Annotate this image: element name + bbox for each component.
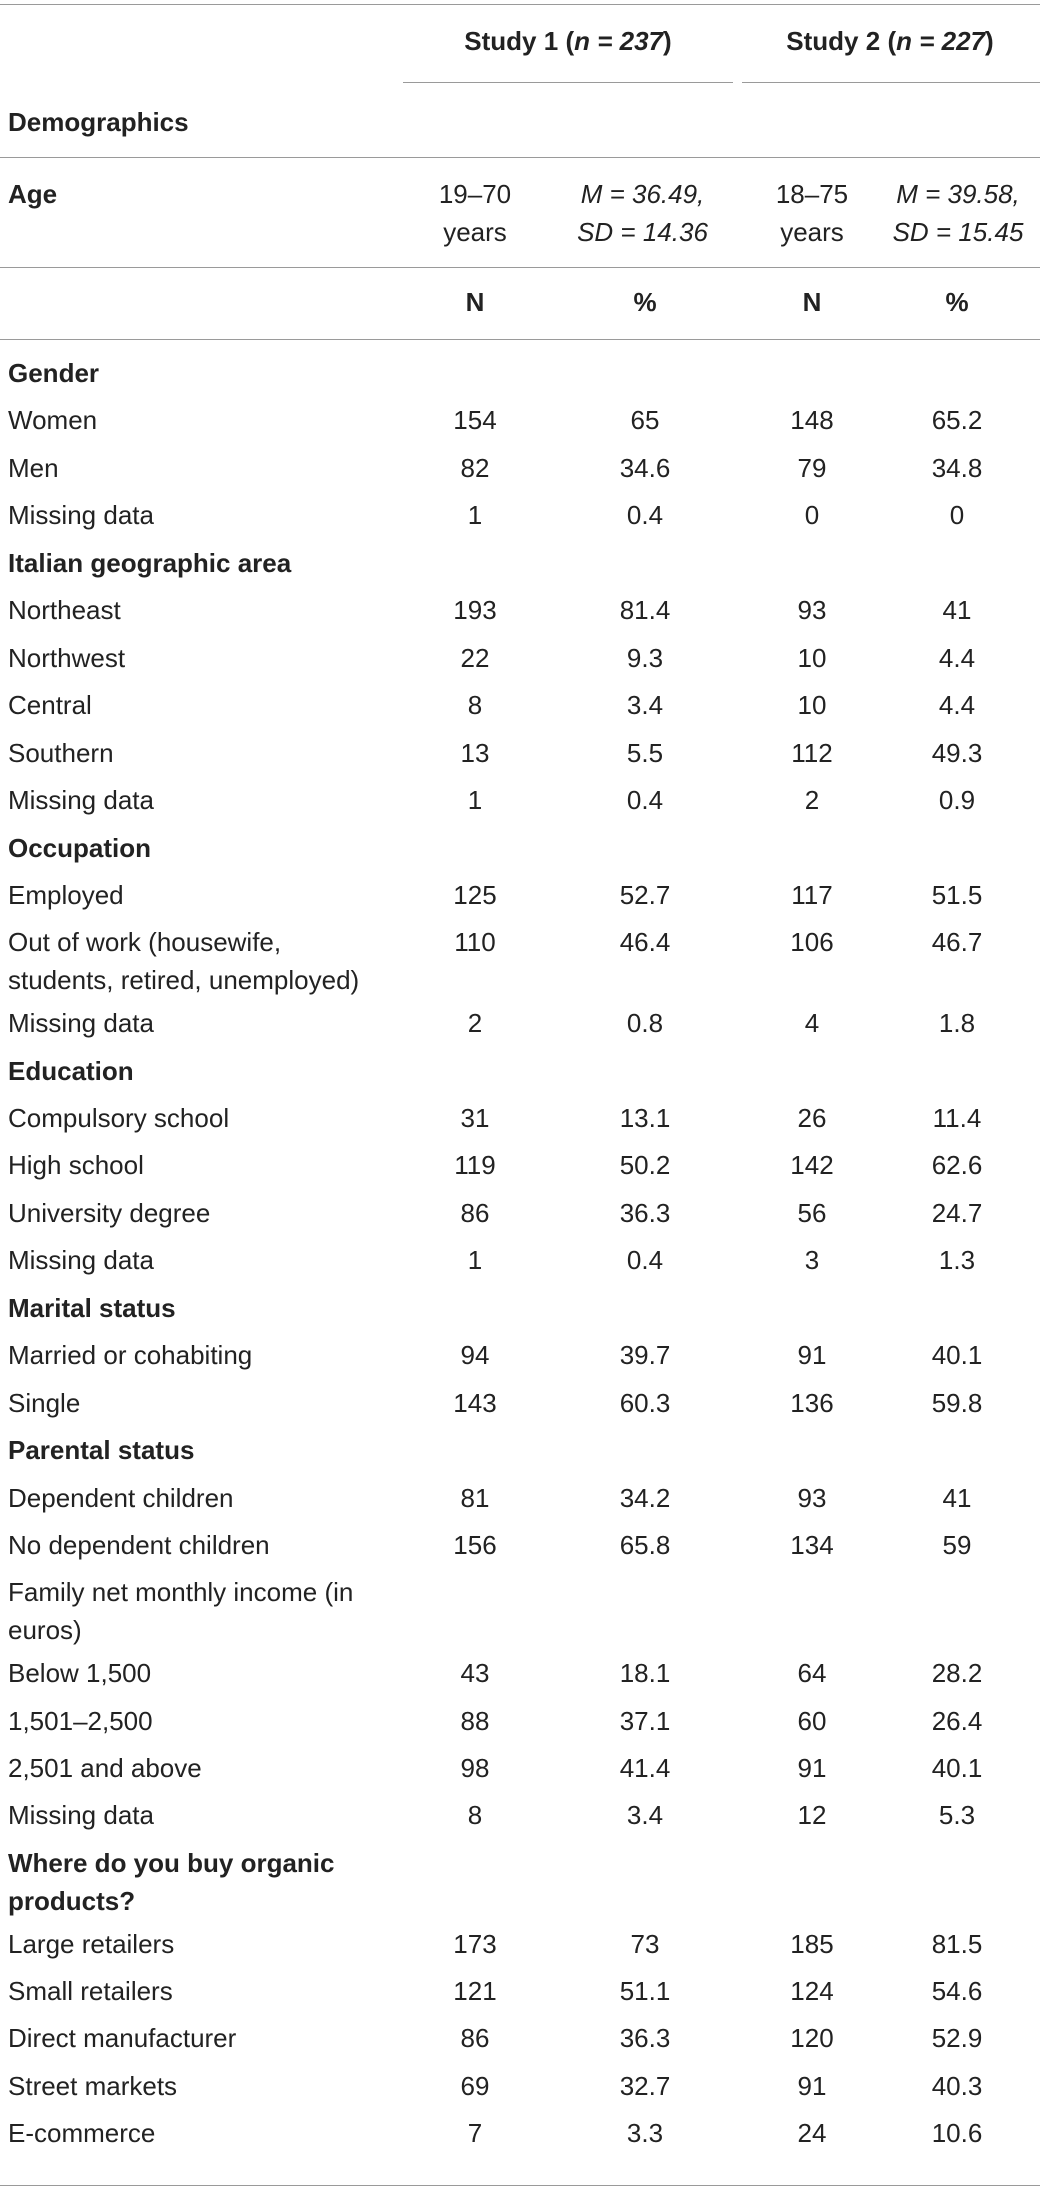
age-s2-mean: M = 39.58,: [896, 179, 1020, 209]
table-cell: 10.6: [931, 2118, 983, 2149]
table-cell: 41: [942, 1482, 972, 1513]
table-cell: 22: [460, 642, 490, 673]
table-cell: 37.1: [619, 1705, 671, 1736]
demographics-rule: [0, 157, 1040, 158]
table-cell: 56: [797, 1197, 827, 1228]
table-cell: 3.4: [626, 690, 664, 721]
table-cell: 154: [453, 405, 497, 436]
table-cell: 112: [791, 737, 833, 768]
table-cell: 120: [790, 2023, 834, 2054]
table-cell: 12: [797, 1800, 827, 1831]
table-cell: 10: [797, 642, 827, 673]
table-cell: 34.8: [931, 452, 983, 483]
age-s1-range: 19–70 years: [438, 179, 512, 247]
section-heading: Where do you buy organic products?: [8, 1847, 335, 1916]
table-cell: 119: [454, 1150, 496, 1181]
table-cell: 32.7: [619, 2070, 671, 2101]
table-cell: 46.7: [931, 927, 983, 958]
row-label: Northwest: [8, 642, 126, 673]
row-label: Dependent children: [8, 1482, 234, 1513]
table-cell: 0.4: [626, 785, 664, 816]
section-heading: Marital status: [8, 1292, 176, 1323]
table-cell: 11.4: [932, 1102, 982, 1133]
demographics-heading: Demographics: [8, 107, 189, 137]
table-cell: 62.6: [931, 1150, 983, 1181]
table-cell: 2: [467, 1008, 483, 1039]
table-cell: 52.7: [619, 879, 671, 910]
table-cell: 143: [453, 1387, 497, 1418]
table-cell: 18.1: [619, 1658, 671, 1689]
row-label: Central: [8, 690, 92, 721]
table-cell: 5.5: [626, 737, 664, 768]
table-cell: 4.4: [938, 642, 976, 673]
table-cell: 86: [460, 2023, 490, 2054]
table-cell: 34.2: [619, 1482, 671, 1513]
row-label: Street markets: [8, 2070, 178, 2101]
section-heading: Education: [8, 1055, 134, 1086]
table-cell: 1: [467, 500, 483, 531]
table-cell: 54.6: [931, 1976, 983, 2007]
table-cell: 3: [804, 1245, 820, 1276]
table-cell: 94: [460, 1340, 490, 1371]
row-label: Women: [8, 405, 98, 436]
table-cell: 64: [797, 1658, 827, 1689]
table-cell: 28.2: [931, 1658, 983, 1689]
table-cell: 69: [460, 2070, 490, 2101]
row-label: Missing data: [8, 1245, 154, 1276]
table-cell: 136: [790, 1387, 834, 1418]
table-cell: 0: [949, 500, 965, 531]
table-cell: 26: [797, 1102, 827, 1133]
row-label: Family net monthly income (in euros): [8, 1577, 354, 1646]
table-cell: 52.9: [931, 2023, 983, 2054]
table-cell: 81: [460, 1482, 490, 1513]
table-cell: 41.4: [619, 1753, 671, 1784]
table-cell: 40.1: [931, 1753, 983, 1784]
table-cell: 13: [460, 737, 490, 768]
table-cell: 110: [454, 927, 496, 958]
table-cell: 4.4: [938, 690, 976, 721]
table-cell: 125: [453, 879, 497, 910]
study1-rule: [403, 82, 733, 83]
section-heading: Parental status: [8, 1435, 195, 1466]
table-cell: 65: [630, 405, 660, 436]
table-cell: 91: [797, 2070, 827, 2101]
row-label: 1,501–2,500: [8, 1705, 153, 1736]
row-label: No dependent children: [8, 1530, 270, 1560]
table-cell: 51.1: [619, 1976, 671, 2007]
table-cell: 117: [791, 879, 833, 910]
table-cell: 0: [804, 500, 820, 531]
table-cell: 59: [942, 1530, 972, 1560]
row-label: Compulsory school: [8, 1102, 230, 1133]
table-cell: 91: [797, 1753, 827, 1784]
row-label: Out of work (housewife, students, retired, unemployed): [8, 927, 360, 996]
table-cell: 0.4: [626, 500, 664, 531]
table-cell: 0.8: [626, 1008, 664, 1039]
table-cell: 121: [453, 1976, 497, 2007]
table-cell: 81.4: [619, 595, 671, 626]
table-cell: 50.2: [619, 1150, 671, 1181]
table-cell: 3.3: [626, 2118, 664, 2149]
row-label: University degree: [8, 1197, 211, 1228]
table-cell: 79: [797, 452, 827, 483]
top-rule: [0, 4, 1040, 5]
table-cell: 1.8: [938, 1008, 976, 1039]
table-cell: 173: [453, 1928, 497, 1959]
row-label: Missing data: [8, 1008, 154, 1039]
table-cell: 36.3: [619, 2023, 671, 2054]
table-cell: 0.4: [626, 1245, 664, 1276]
age-s2-range: 18–75 years: [775, 179, 849, 247]
table-cell: 1: [467, 785, 483, 816]
age-s1-sd: SD = 14.36: [577, 217, 708, 247]
table-cell: 46.4: [619, 927, 671, 958]
table-cell: 0.9: [938, 785, 976, 816]
table-cell: 93: [797, 595, 827, 626]
table-cell: 91: [797, 1340, 827, 1371]
section-heading: Italian geographic area: [8, 547, 292, 578]
table-cell: 24.7: [931, 1197, 983, 1228]
colheader-rule: [0, 339, 1040, 340]
table-cell: 156: [453, 1530, 497, 1560]
table-cell: 49.3: [931, 737, 983, 768]
row-label: Missing data: [8, 1800, 154, 1831]
age-s1-mean: M = 36.49,: [580, 179, 705, 209]
row-label: Men: [8, 452, 59, 483]
age-s1-stats: [540, 175, 745, 251]
table-cell: 39.7: [619, 1340, 671, 1371]
table-cell: 142: [790, 1150, 834, 1181]
row-label: Northeast: [8, 595, 121, 626]
row-label: Southern: [8, 737, 114, 768]
age-rule: [0, 267, 1040, 268]
row-label: Single: [8, 1387, 81, 1418]
table-cell: 124: [790, 1976, 834, 2007]
table-cell: 60.3: [619, 1387, 671, 1418]
row-label: Large retailers: [8, 1928, 175, 1959]
table-cell: 13.1: [619, 1102, 671, 1133]
table-cell: 43: [460, 1658, 490, 1689]
table-cell: 134: [790, 1530, 834, 1560]
row-label: Direct manufacturer: [8, 2023, 237, 2054]
table-cell: 26.4: [931, 1705, 983, 1736]
col-n-study1: N: [465, 287, 485, 317]
table-cell: 193: [453, 595, 497, 626]
table-cell: 2: [804, 785, 820, 816]
col-n-study2: N: [802, 287, 822, 317]
table-cell: 7: [467, 2118, 483, 2149]
table-cell: 3.4: [626, 1800, 664, 1831]
row-label: E-commerce: [8, 2118, 156, 2149]
row-label: Below 1,500: [8, 1658, 152, 1689]
row-label: Employed: [8, 879, 124, 910]
table-cell: 81.5: [931, 1928, 983, 1959]
age-s2-sd: SD = 15.45: [892, 217, 1024, 247]
table-cell: 65.2: [931, 405, 983, 436]
table-cell: 93: [797, 1482, 827, 1513]
table-cell: 86: [460, 1197, 490, 1228]
age-s2-stats: [876, 175, 1040, 251]
row-label: Missing data: [8, 500, 154, 531]
row-label: Missing data: [8, 785, 154, 816]
table-cell: 60: [797, 1705, 827, 1736]
table-cell: 4: [804, 1008, 820, 1039]
table-cell: 36.3: [619, 1197, 671, 1228]
study2-rule: [742, 82, 1040, 83]
table-cell: 10: [797, 690, 827, 721]
table-cell: 59.8: [931, 1387, 983, 1418]
table-cell: 1.3: [938, 1245, 976, 1276]
table-cell: 8: [467, 1800, 483, 1831]
table-cell: 40.1: [931, 1340, 983, 1371]
col-pct-study2: %: [945, 287, 969, 317]
table-cell: 65.8: [619, 1530, 671, 1560]
row-label: Married or cohabiting: [8, 1340, 253, 1371]
table-cell: 34.6: [619, 452, 671, 483]
study2-header: Study 2 (n = 227): [786, 26, 994, 56]
table-cell: 41: [942, 595, 972, 626]
table-cell: 31: [460, 1102, 490, 1133]
table-cell: 73: [630, 1928, 660, 1959]
table-cell: 51.5: [931, 879, 983, 910]
row-label: High school: [8, 1150, 144, 1181]
table-cell: 24: [797, 2118, 827, 2149]
table-cell: 1: [467, 1245, 483, 1276]
table-cell: 106: [790, 927, 834, 958]
row-label: 2,501 and above: [8, 1753, 202, 1784]
table-cell: 98: [460, 1753, 490, 1784]
table-cell: 5.3: [938, 1800, 976, 1831]
table-cell: 9.3: [626, 642, 664, 673]
table-cell: 8: [467, 690, 483, 721]
table-cell: 82: [460, 452, 490, 483]
bottom-rule: [0, 2185, 1040, 2186]
section-heading: Gender: [8, 358, 100, 388]
table-cell: 185: [790, 1928, 834, 1959]
col-pct-study1: %: [633, 287, 657, 317]
age-label: Age: [8, 179, 58, 209]
row-label: Small retailers: [8, 1976, 173, 2007]
table-cell: 148: [790, 405, 834, 436]
study1-header: Study 1 (n = 237): [464, 26, 672, 56]
table-cell: 40.3: [931, 2070, 983, 2101]
table-cell: 88: [460, 1705, 490, 1736]
section-heading: Occupation: [8, 832, 152, 863]
